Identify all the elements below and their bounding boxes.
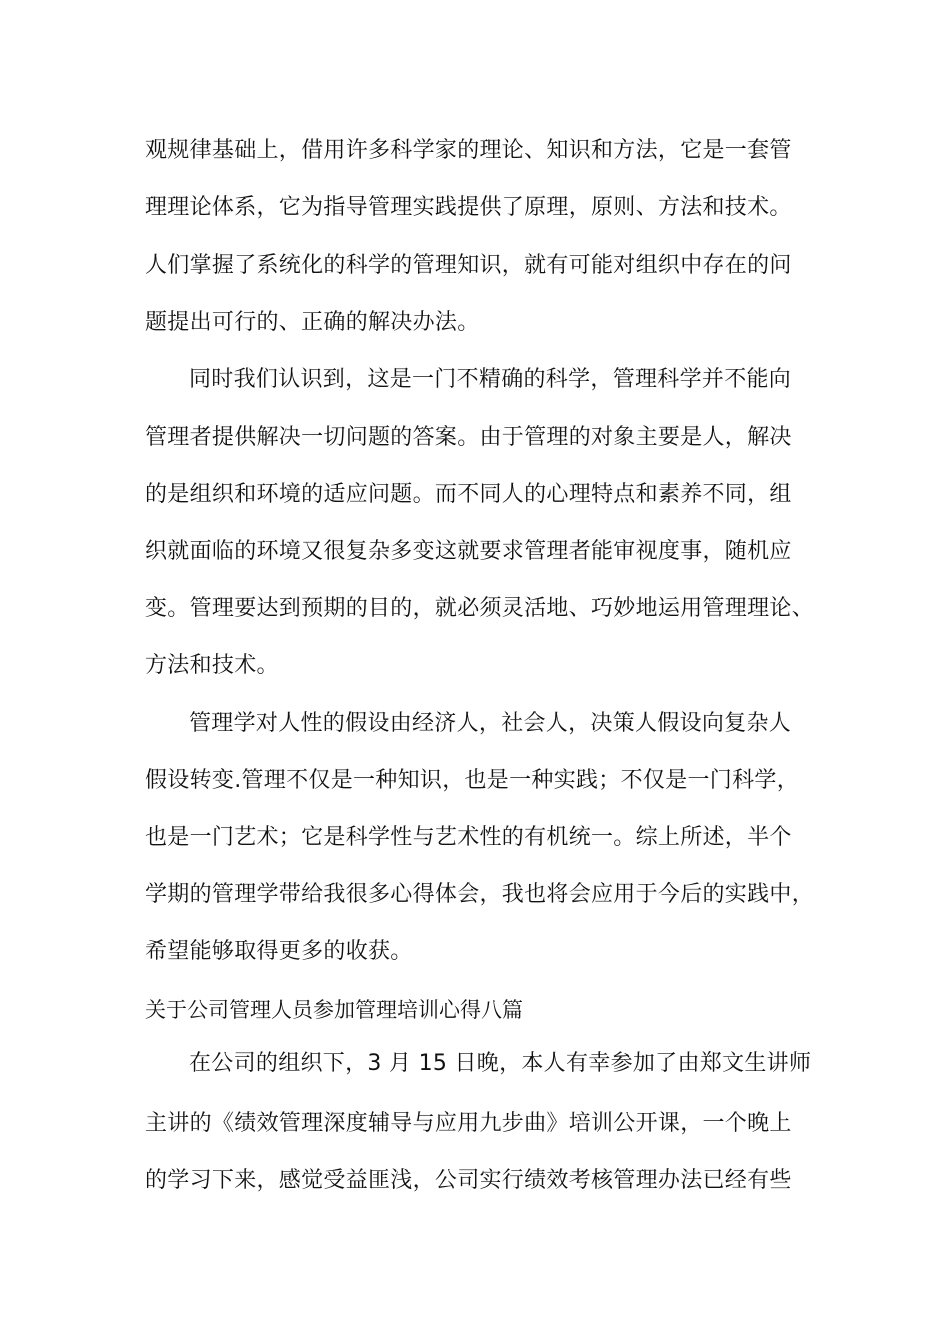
paragraph-3-line-1: 管理学对人性的假设由经济人，社会人，决策人假设向复杂人 xyxy=(189,711,792,736)
paragraph-1-line-3: 人们掌握了系统化的科学的管理知识，就有可能对组织中存在的问 xyxy=(145,253,792,278)
section-title: 关于公司管理人员参加管理培训心得八篇 xyxy=(145,998,523,1022)
paragraph-1-line-1: 观规律基础上，借用许多科学家的理论、知识和方法，它是一套管 xyxy=(145,138,792,163)
paragraph-1-line-4: 题提出可行的、正确的解决办法。 xyxy=(145,310,480,335)
paragraph-1-line-2: 理理论体系，它为指导管理实践提供了原理，原则、方法和技术。 xyxy=(145,195,792,220)
paragraph-2-line-2: 管理者提供解决一切问题的答案。由于管理的对象主要是人，解决 xyxy=(145,425,792,450)
paragraph-2-line-1: 同时我们认识到，这是一门不精确的科学，管理科学并不能向 xyxy=(189,367,792,392)
paragraph-2-line-3: 的是组织和环境的适应问题。而不同人的心理特点和素养不同，组 xyxy=(145,482,792,507)
paragraph-2-line-4: 织就面临的环境又很复杂多变这就要求管理者能审视度事，随机应 xyxy=(145,539,792,564)
paragraph-3-line-2: 假设转变.管理不仅是一种知识，也是一种实践；不仅是一门科学， xyxy=(145,768,799,793)
paragraph-4-line-1: 在公司的组织下，3 月 15 日晚，本人有幸参加了由郑文生讲师 xyxy=(189,1051,812,1076)
paragraph-4-line-3: 的学习下来，感觉受益匪浅，公司实行绩效考核管理办法已经有些 xyxy=(145,1168,792,1193)
paragraph-3-line-5: 希望能够取得更多的收获。 xyxy=(145,939,413,964)
paragraph-4-line-2: 主讲的《绩效管理深度辅导与应用九步曲》培训公开课，一个晚上 xyxy=(145,1111,792,1136)
paragraph-2-line-5: 变。管理要达到预期的目的，就必须灵活地、巧妙地运用管理理论、 xyxy=(145,596,815,621)
paragraph-3-line-4: 学期的管理学带给我很多心得体会，我也将会应用于今后的实践中， xyxy=(145,882,815,907)
paragraph-3-line-3: 也是一门艺术；它是科学性与艺术性的有机统一。综上所述，半个 xyxy=(145,825,792,850)
paragraph-2-line-6: 方法和技术。 xyxy=(145,653,279,678)
